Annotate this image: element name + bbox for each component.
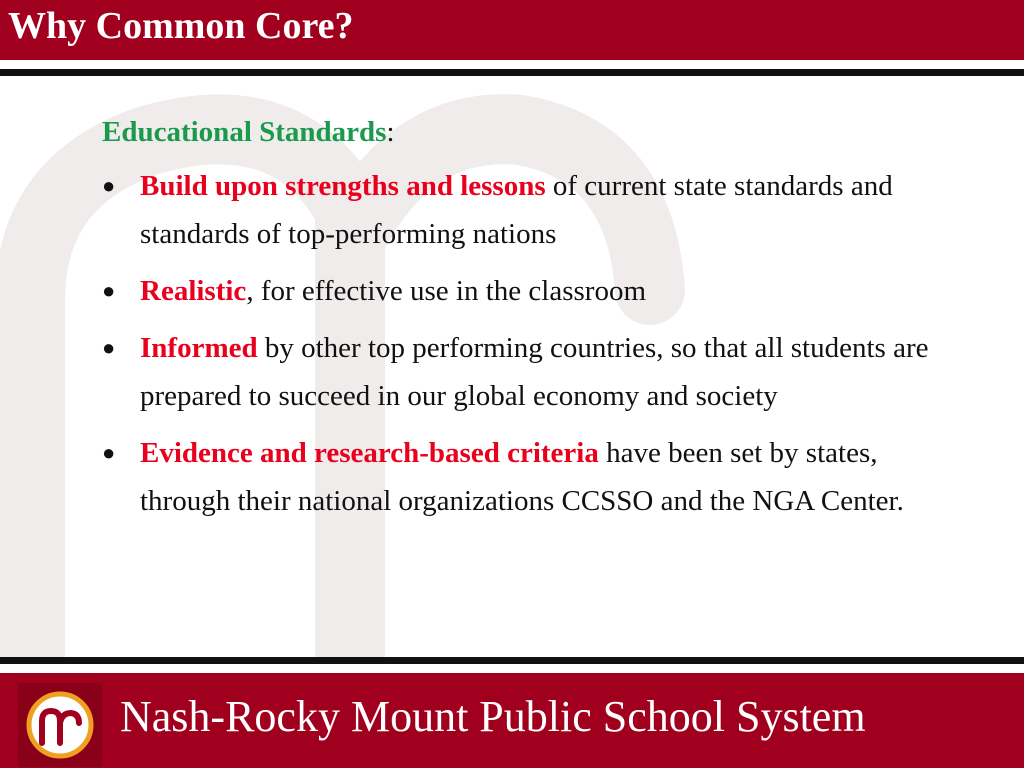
- bullet-highlight: Realistic: [140, 275, 247, 307]
- bottom-divider: [0, 657, 1024, 664]
- bullet-text: have been set by states, through their national organizations CCSSO and the NGA Center.: [140, 437, 904, 517]
- bullet-dot-icon: ●: [102, 278, 116, 303]
- footer-bar: [0, 673, 1024, 768]
- slide-title: Why Common Core?: [8, 5, 354, 47]
- bullet-highlight: Build upon strengths and lessons: [140, 170, 546, 202]
- title-bar: [0, 0, 1024, 60]
- bullet-item: [102, 162, 952, 258]
- section-heading-colon: :: [386, 116, 395, 148]
- section-heading-label: Educational Standards: [102, 116, 387, 148]
- bullet-dot-icon: ●: [102, 440, 116, 465]
- nrm-logo-icon: [18, 683, 102, 767]
- section-heading: [102, 110, 962, 154]
- bullet-dot-icon: ●: [102, 173, 116, 198]
- bullet-highlight: Evidence and research-based criteria: [140, 437, 599, 469]
- bullet-item: [102, 267, 952, 315]
- bullet-item: [102, 429, 952, 525]
- content-area: [102, 110, 962, 534]
- bullet-dot-icon: ●: [102, 335, 116, 360]
- bullet-item: [102, 324, 952, 420]
- bullet-text: , for effective use in the classroom: [246, 275, 646, 307]
- bullet-text: of current state standards and standards of top-performing nations: [140, 170, 893, 250]
- bullet-highlight: Informed: [140, 332, 258, 364]
- bullet-text: by other top performing countries, so that all students are prepared to succeed in our global economy and society: [140, 332, 929, 412]
- bullet-list: [102, 162, 962, 525]
- school-system-name: Nash-Rocky Mount Public School System: [120, 692, 866, 741]
